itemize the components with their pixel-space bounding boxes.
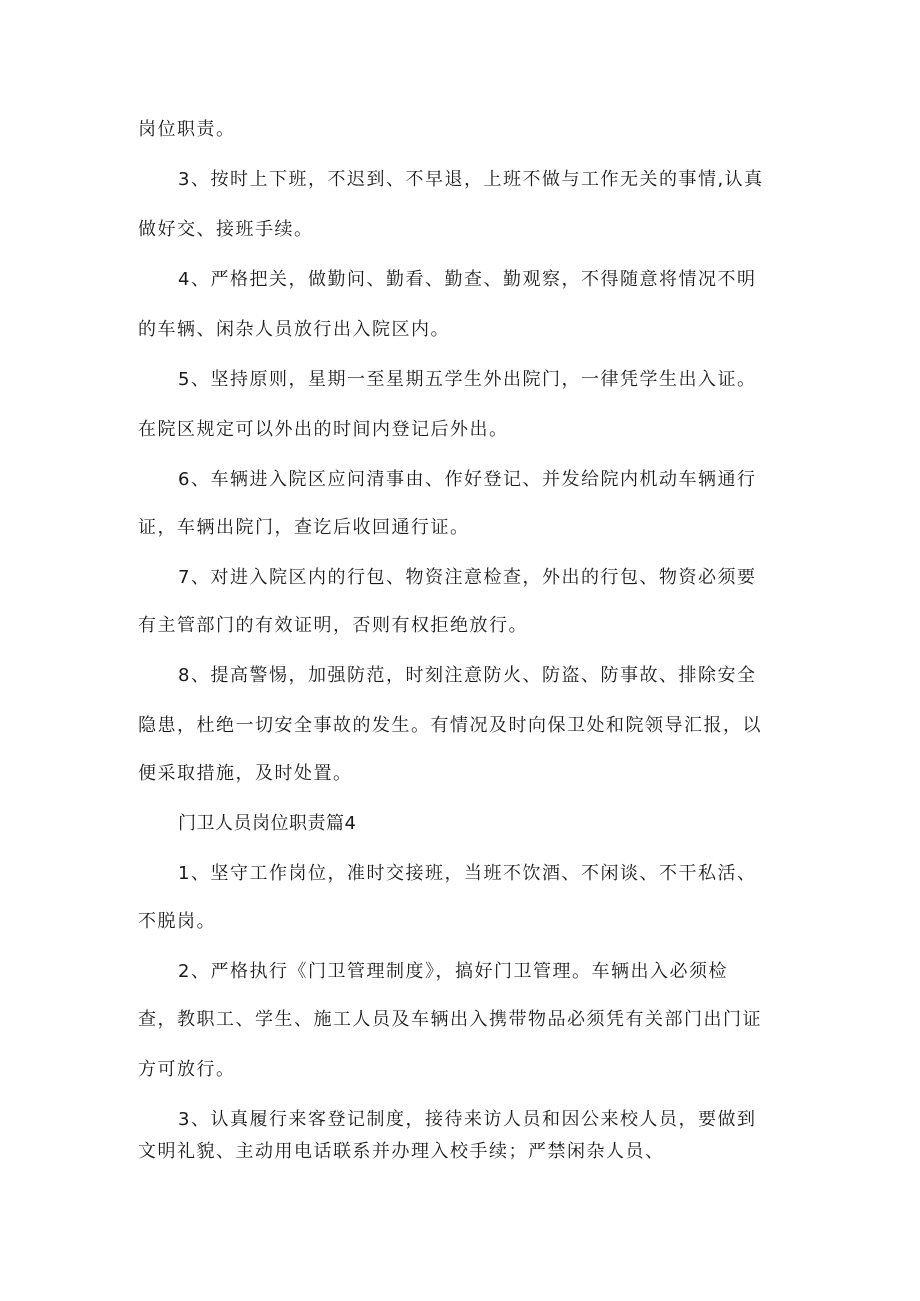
text-line: 6、车辆进入院区应问清事由、作好登记、并发给院内机动车辆通行: [178, 469, 757, 490]
text-line: 做好交、接班手续。: [138, 219, 314, 240]
text-line: 隐患，杜绝一切安全事故的发生。有情况及时向保卫处和院领导汇报，以: [138, 715, 762, 736]
section-heading: 门卫人员岗位职责篇4: [178, 813, 357, 834]
text-line: 5、坚持原则，星期一至星期五学生外出院门，一律凭学生出入证。: [178, 369, 757, 390]
text-line: 4、严格把关，做勤问、勤看、勤查、勤观察，不得随意将情况不明: [178, 269, 757, 290]
text-line: 岗位职责。: [138, 119, 236, 140]
text-line: 查，教职工、学生、施工人员及车辆出入携带物品必须凭有关部门出门证: [138, 1009, 762, 1030]
text-line: 不脱岗。: [138, 911, 216, 932]
text-line: 8、提高警惕，加强防范，时刻注意防火、防盗、防事故、排除安全: [178, 665, 757, 686]
text-line: 证，车辆出院门，查讫后收回通行证。: [138, 517, 470, 538]
text-line: 有主管部门的有效证明，否则有权拒绝放行。: [138, 615, 528, 636]
text-line: 文明礼貌、主动用电话联系并办理入校手续；严禁闲杂人员、: [138, 1141, 665, 1162]
text-line: 2、严格执行《门卫管理制度》，搞好门卫管理。车辆出入必须检: [178, 961, 728, 982]
text-line: 的车辆、闲杂人员放行出入院区内。: [138, 319, 450, 340]
text-line: 1、坚守工作岗位，准时交接班，当班不饮酒、不闲谈、不干私活、: [178, 863, 757, 884]
text-line: 便采取措施，及时处置。: [138, 763, 353, 784]
text-line: 7、对进入院区内的行包、物资注意检查，外出的行包、物资必须要: [178, 567, 757, 588]
text-line: 在院区规定可以外出的时间内登记后外出。: [138, 419, 509, 440]
text-line: 3、按时上下班，不迟到、不早退，上班不做与工作无关的事情,认真: [178, 169, 764, 190]
text-line: 方可放行。: [138, 1059, 236, 1080]
text-line: 3、认真履行来客登记制度，接待来访人员和因公来校人员，要做到: [178, 1109, 757, 1130]
